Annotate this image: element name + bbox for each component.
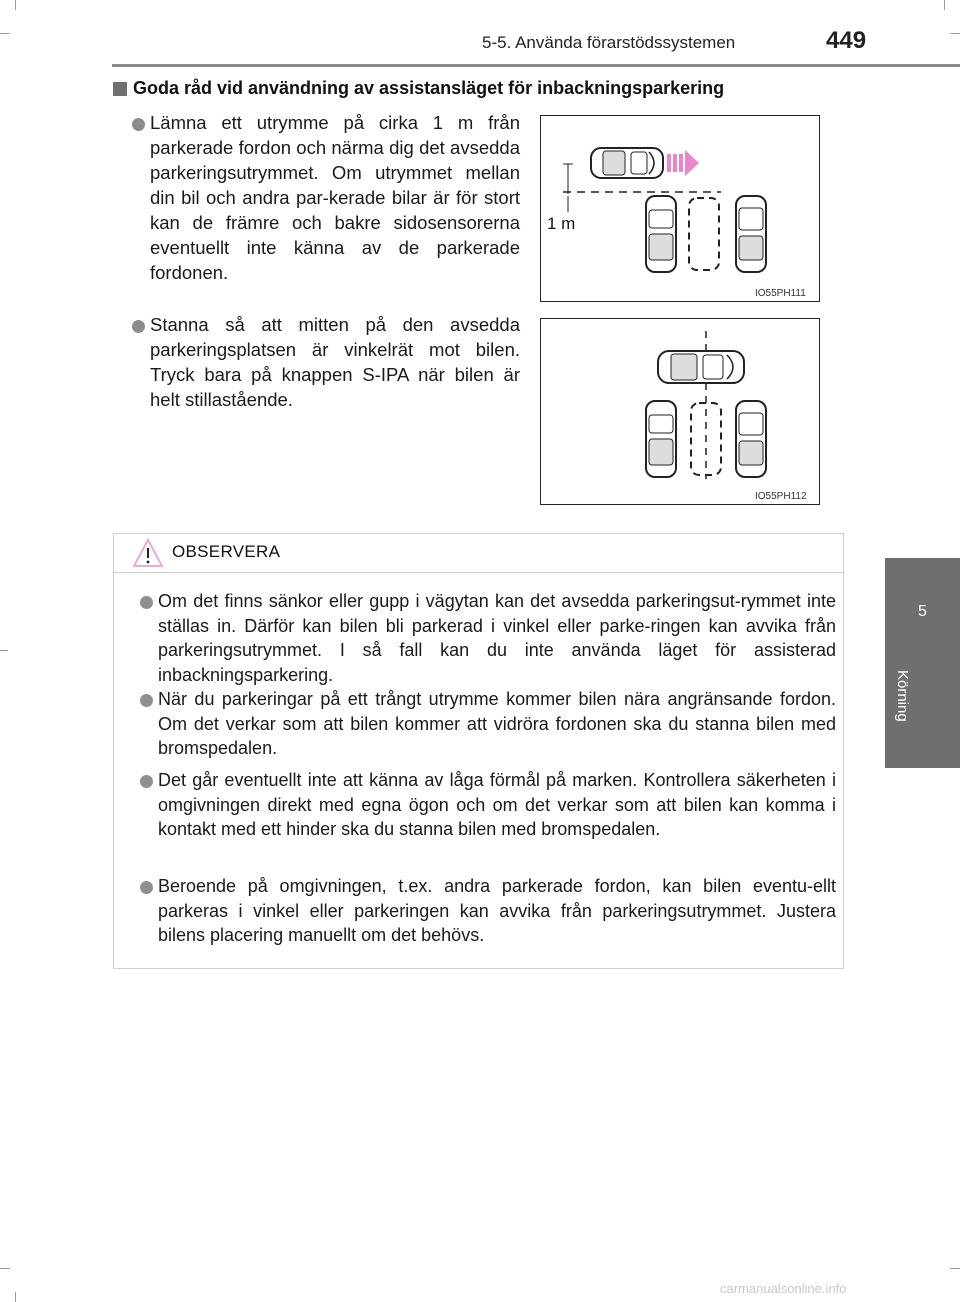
chapter-label: Körning (894, 670, 911, 722)
caution-title: OBSERVERA (172, 542, 281, 561)
watermark: carmanualsonline.info (720, 1281, 847, 1296)
caution-item-3: Det går eventuellt inte att känna av låga förmål på marken. Kontrollera säkerheten i omgivningen direkt med egna ögon och om det verkar som att bilen kan komma i kontakt med ett hinder ska du stanna bilen med bromspedalen. (158, 770, 836, 839)
stopped-car-icon (658, 351, 744, 383)
bullet-dot (132, 320, 145, 333)
chapter-number: 5 (918, 603, 927, 620)
parking-diagram-2 (541, 319, 819, 504)
parked-car-left-icon (646, 196, 676, 272)
crop-mark (950, 33, 960, 34)
heading-square-marker (113, 82, 127, 96)
crop-mark (0, 650, 8, 651)
warning-triangle-icon (132, 538, 164, 568)
crop-mark (944, 0, 945, 10)
caution-item-2: När du parkeringar på ett trångt utrymme kommer bilen nära angränsande fordon. Om det verkar som att bilen kommer att vidröra fordonen ska du stanna bilen med bromspedalen. (158, 689, 836, 758)
header-rule (112, 64, 960, 67)
direction-arrow-icon (667, 150, 699, 176)
caution-bullet-dot (140, 775, 153, 788)
parking-diagram-1 (541, 116, 819, 301)
crop-mark (950, 1268, 960, 1269)
caution-bullet-dot (140, 596, 153, 609)
figure-approach-distance (540, 115, 820, 302)
caution-bullet-dot (140, 694, 153, 707)
crop-mark (15, 0, 16, 10)
caution-box (113, 533, 844, 969)
parked-car-right-icon (736, 401, 766, 477)
moving-car-icon (591, 148, 663, 178)
crop-mark (15, 1292, 16, 1302)
bullet-text-2: Stanna så att mitten på den avsedda parkeringsplatsen är vinkelrät mot bilen. Tryck bara på knappen S-IPA när bilen är helt stillastående. (150, 314, 520, 410)
page-number: 449 (826, 27, 867, 54)
figure-code: IO55PH112 (755, 491, 807, 502)
crop-mark (0, 33, 10, 34)
target-parking-slot (689, 198, 719, 270)
bullet-text-1: Lämna ett utrymme på cirka 1 m från parkerade fordon och närma dig det avsedda parkeringsutrymmet. Om utrymmet mellan din bil och andra par-kerade bilar är för stort kan de främre och bakre sidosensorerna eventuellt inte känna av de parkerade fordonen. (150, 112, 520, 283)
figure-perpendicular-stop (540, 318, 820, 505)
caution-separator (114, 572, 843, 573)
parked-car-left-icon (646, 401, 676, 477)
caution-item-4: Beroende på omgivningen, t.ex. andra parkerade fordon, kan bilen eventu-ellt parkeras i vinkel eller parkeringen kan avvika från parkeringsutrymmet. Justera bilens placering manuellt om det behövs. (158, 876, 836, 945)
bullet-dot (132, 118, 145, 131)
caution-item-1: Om det finns sänkor eller gupp i vägytan kan det avsedda parkeringsut-rymmet inte ställas in. Därför kan bilen bli parkerad i vinkel eller parke-ringen kan avvika från parkeringsutrymmet. I så fall kan du inte använda läget för assisterad inbackningsparkering. (158, 591, 836, 685)
crop-mark (0, 1268, 10, 1269)
caution-bullet-dot (140, 881, 153, 894)
distance-label: 1 m (547, 214, 576, 233)
figure-code: IO55PH111 (755, 288, 806, 299)
section-heading: Goda råd vid användning av assistansläget för inbackningsparkering (133, 78, 725, 98)
section-title: 5-5. Använda förarstödssystemen (482, 33, 736, 52)
parked-car-right-icon (736, 196, 766, 272)
chapter-label-wrapper (895, 670, 915, 760)
